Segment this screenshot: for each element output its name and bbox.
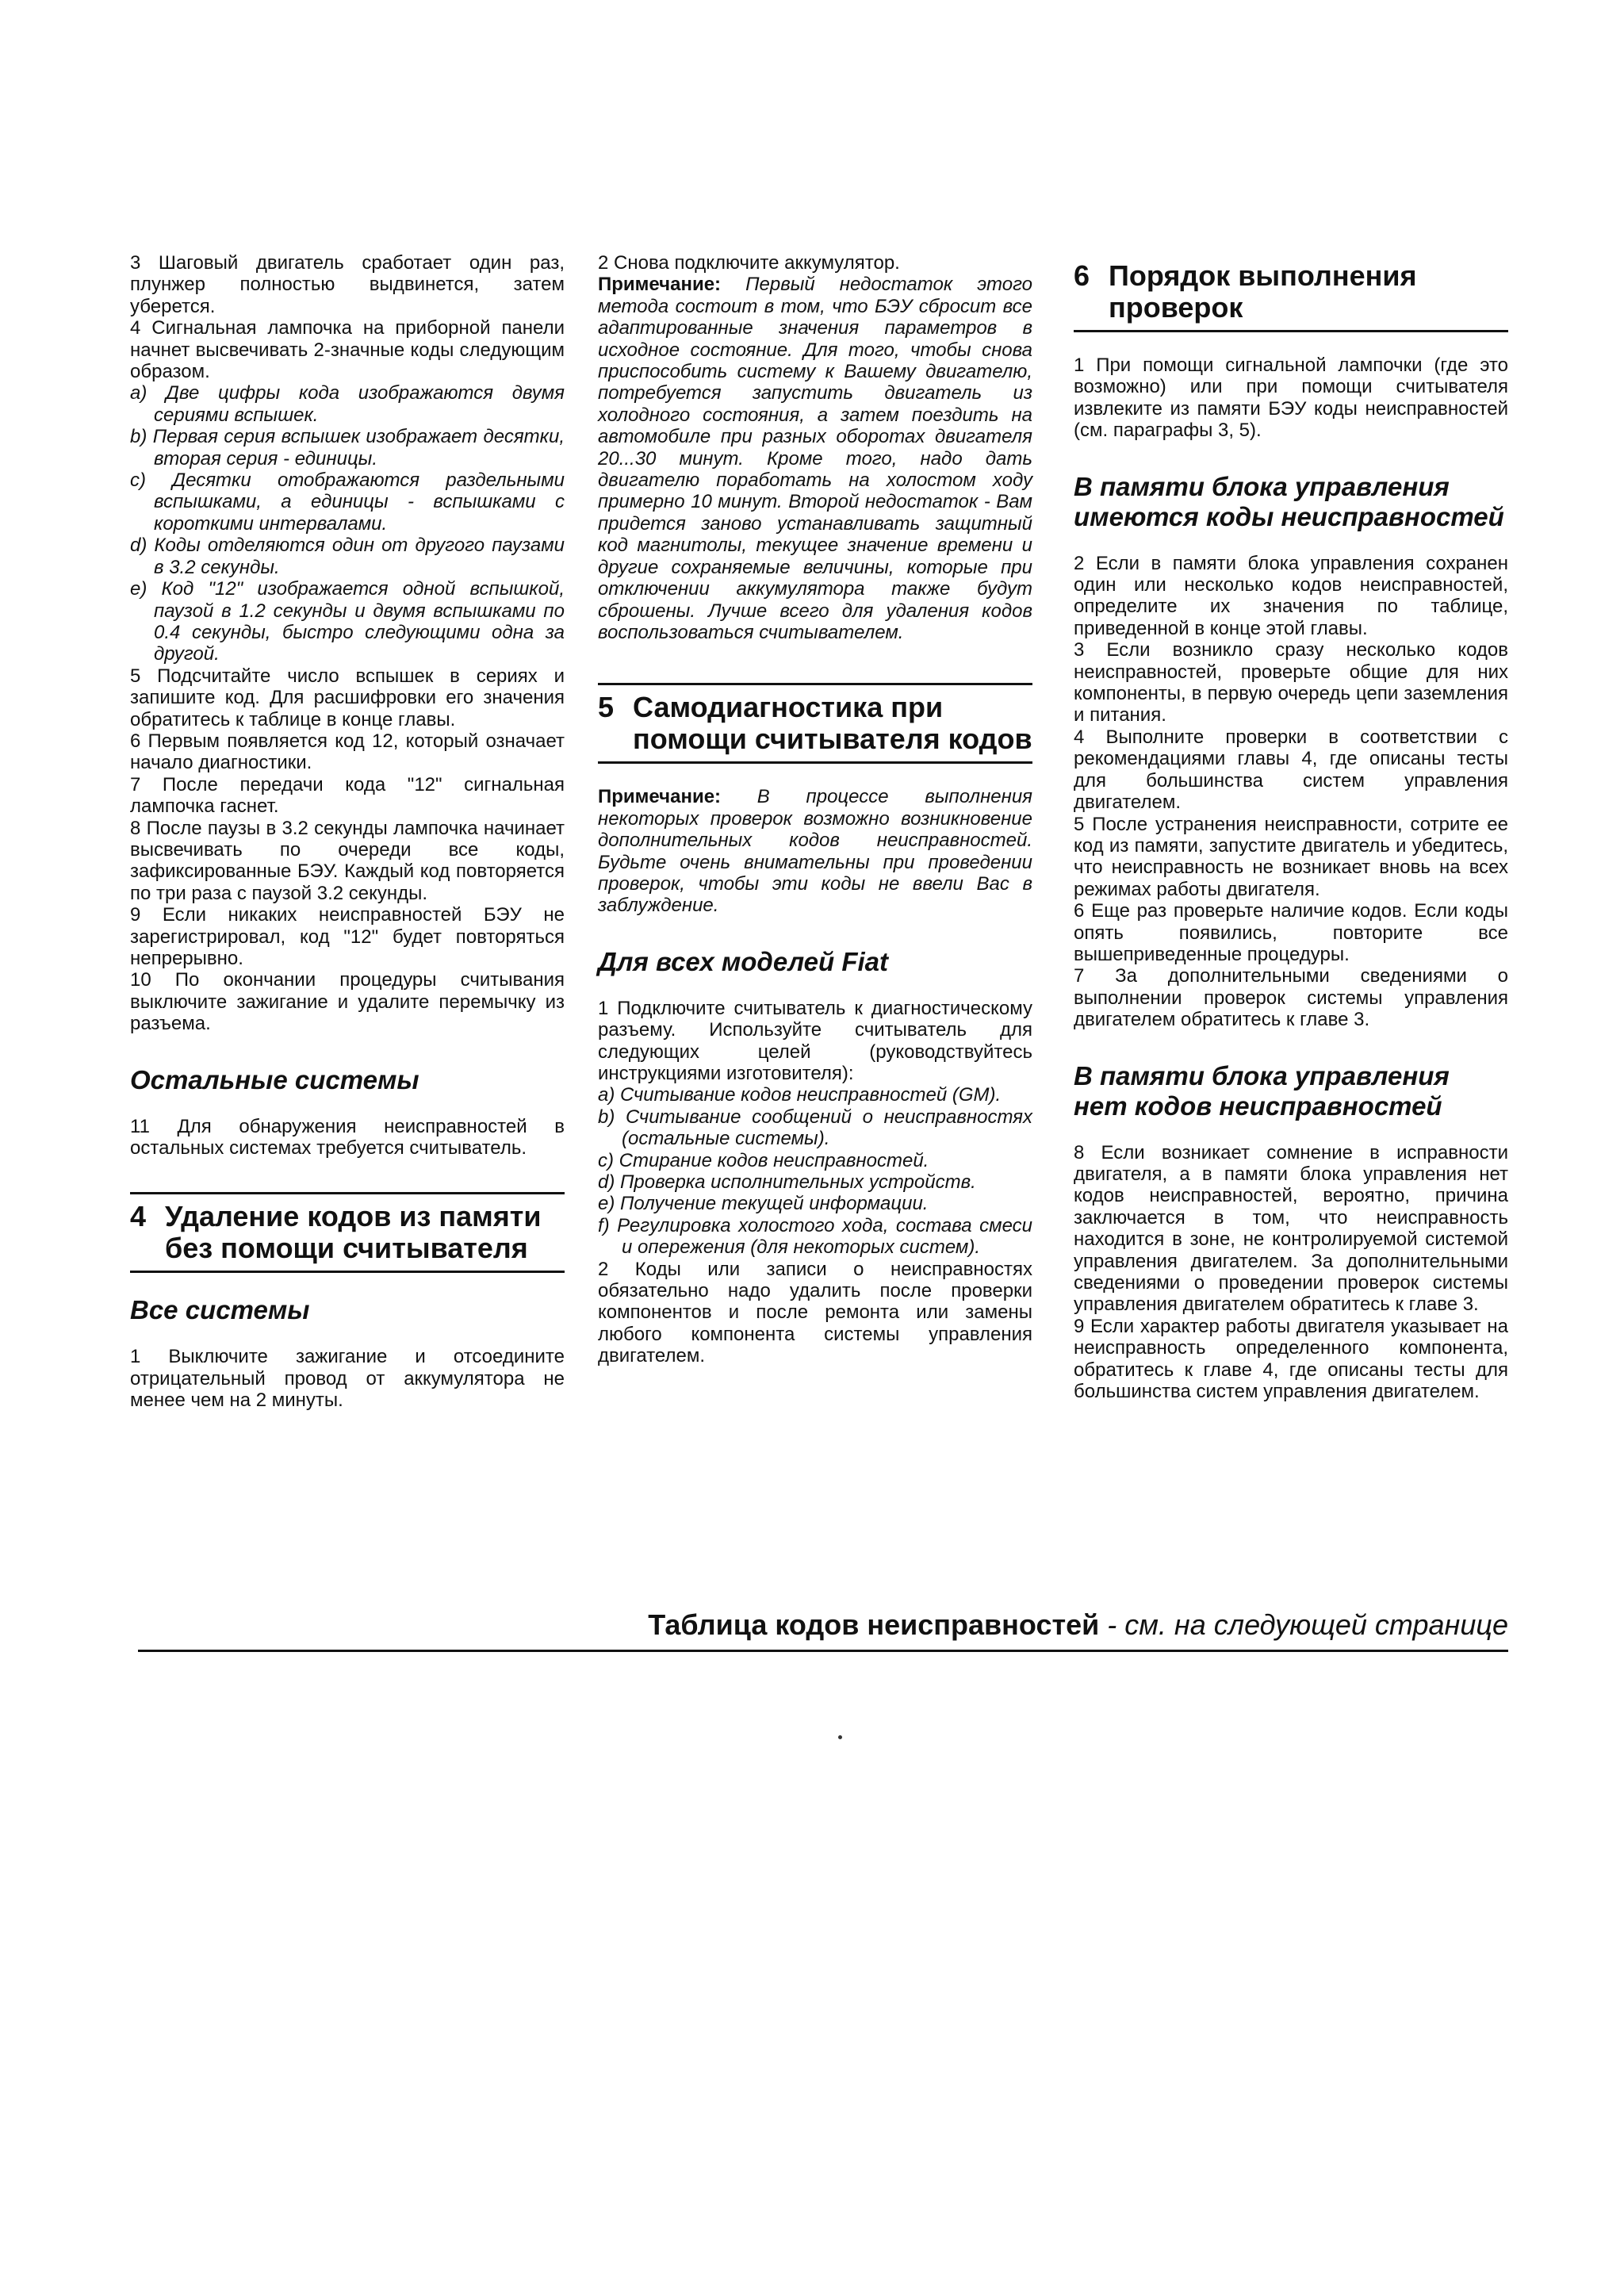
subheading-all-fiat: Для всех моделей Fiat: [598, 946, 889, 976]
column-3: [1074, 252, 1508, 1402]
list-item-d: d) Коды отделяются один от другого паузами в 3.2 секунды.: [130, 535, 565, 578]
paragraph-10: 10 По окончании процедуры считывания выключите зажигание и удалите перемычку из разъема.: [130, 969, 565, 1035]
paragraph-9: 9 Если никаких неисправностей БЭУ не зарегистрировал, код "12" будет повторяться непрерывно.: [130, 904, 565, 969]
list-item-a: a) Считывание кодов неисправностей (GM).: [598, 1084, 1002, 1106]
paragraph-1: 1 Подключите считыватель к диагностическому разъему. Используйте считыватель для следующих целей (руководствуйтесь инструкциями изготовителя):: [598, 997, 1032, 1084]
subheading-other-systems: Остальные системы: [130, 1064, 419, 1094]
note-2: [598, 786, 1032, 916]
paragraph-7: 7 За дополнительными сведениями о выполнении проверок системы управления двигателем обратитесь к главе 3.: [1074, 965, 1508, 1031]
paragraph-2b: 2 Коды или записи о неисправностях обязательно надо удалить после проверки компонентов и после ремонта или замены любого компонента системы управления двигателем.: [598, 1258, 1032, 1367]
section-heading-6: [1074, 260, 1508, 332]
footer-note: [138, 1608, 1508, 1652]
section-heading-4: [130, 1192, 565, 1273]
subheading-no-codes: В памяти блока управления нет кодов неисправностей: [1074, 1060, 1450, 1121]
list-item-c: c) Стирание кодов неисправностей.: [598, 1149, 929, 1171]
paragraph-7: 7 После передачи кода "12" сигнальная лампочка гаснет.: [130, 773, 565, 818]
paragraph-1: 1 При помощи сигнальной лампочки (где это возможно) или при помощи считывателя извлеките из памяти БЭУ коды неисправностей (см. параграфы 3, 5).: [1074, 355, 1508, 442]
paragraph-8: 8 Если возникает сомнение в исправности двигателя, а в памяти блока управления нет кодов неисправностей, вероятно, причина заключается в том, что неисправность находится в зоне, не контролируемой системой управления двигателем. За дополнительными сведениями о проведении проверок системы управления двигателем обратитесь к главе 3.: [1074, 1141, 1508, 1316]
note-label: Примечание:: [598, 786, 722, 808]
list-item-e: e) Получение текущей информации.: [598, 1193, 929, 1215]
paragraph-4: 4 Сигнальная лампочка на приборной панели начнет высвечивать 2-значные коды следующим образом.: [130, 317, 565, 383]
paragraph-5: 5 Подсчитайте число вспышек в сериях и запишите код. Для расшифровки его значения обратитесь к таблице в конце главы.: [130, 665, 565, 730]
paragraph-3: 3 Если возникло сразу несколько кодов неисправностей, проверьте общие для них компоненты, в первую очередь цепи заземления и питания.: [1074, 639, 1508, 726]
footer-italic: - см. на следующей странице: [1099, 1608, 1508, 1641]
paragraph-2: 2 Если в памяти блока управления сохранен один или несколько кодов неисправностей, определите их значения по таблице, приведенной в конце этой главы.: [1074, 552, 1508, 639]
paragraph-5: 5 После устранения неисправности, сотрите ее код из памяти, запустите двигатель и убедитесь, что неисправность не возникает вновь на всех режимах работы двигателя.: [1074, 813, 1508, 900]
paragraph-1: 1 Выключите зажигание и отсоедините отрицательный провод от аккумулятора не менее чем на 2 минуты.: [130, 1346, 565, 1412]
stray-dot: [838, 1735, 842, 1739]
list-item-d: d) Проверка исполнительных устройств.: [598, 1171, 976, 1193]
section-title: Удаление кодов из памяти без помощи считывателя: [165, 1200, 542, 1265]
section-number: 6: [1074, 259, 1090, 292]
section-title: Самодиагностика при помощи считывателя кодов: [633, 691, 1032, 756]
section-number: 4: [130, 1200, 147, 1233]
note-text: Первый недостаток этого метода состоит в том, что БЭУ сбросит все адаптированные значения параметров в исходное состояние. Для того, чтобы снова приспособить систему к Вашему двигателю, потребуется запустить двигатель из холодного состояния, а затем поездить на автомобиле при разных оборотах двигателя 20...30 минут. Кроме того, надо дать двигателю поработать на холостом ходу примерно 10 минут. Второй недостаток - Вам придется заново устанавливать защитный код магнитолы, текущее значение времени и другие сохраняемые величины, которые при отключении аккумулятора также будут сброшены. Лучше всего для удаления кодов воспользоваться считывателем.: [598, 274, 1032, 643]
subheading-all-systems: Все системы: [130, 1295, 310, 1325]
list-item-f: f) Регулировка холостого хода, состава смеси и опережения (для некоторых систем).: [598, 1214, 1032, 1259]
note-1: [598, 274, 1032, 643]
note-text: В процессе выполнения некоторых проверок возможно возникновение дополнительных кодов неисправностей. Будьте очень внимательны при проведении проверок, чтобы эти коды не ввели Вас в заблуждение.: [598, 786, 1032, 917]
section-number: 5: [598, 691, 615, 724]
paragraph-9: 9 Если характер работы двигателя указывает на неисправность определенного компонента, обратитесь к главе 4, где описаны тесты для большинства систем управления двигателем.: [1074, 1315, 1508, 1403]
paragraph-8: 8 После паузы в 3.2 секунды лампочка начинает высвечивать по очереди все коды, зафиксированные БЭУ. Каждый код повторяется по три раза с паузой 3.2 секунды.: [130, 817, 565, 904]
list-item-c: c) Десятки отображаются раздельными вспышками, а единицы - вспышками с короткими интервалами.: [130, 470, 565, 535]
list-item-a: a) Две цифры кода изображаются двумя сериями вспышек.: [130, 382, 565, 426]
paragraph-3: 3 Шаговый двигатель сработает один раз, плунжер полностью выдвинется, затем уберется.: [130, 252, 565, 317]
paragraph-11: 11 Для обнаружения неисправностей в остальных системах требуется считыватель.: [130, 1115, 565, 1159]
section-heading-5: [598, 683, 1032, 764]
paragraph-6: 6 Еще раз проверьте наличие кодов. Если коды опять появились, повторите все вышеприведенные процедуры.: [1074, 900, 1508, 965]
paragraph-2: 2 Снова подключите аккумулятор.: [598, 252, 900, 274]
column-2: [598, 252, 1032, 1367]
footer-bold: Таблица кодов неисправностей: [648, 1608, 1100, 1641]
list-item-b: b) Первая серия вспышек изображает десятки, вторая серия - единицы.: [130, 426, 565, 470]
list-item-e: e) Код "12" изображается одной вспышкой, паузой в 1.2 секунды и двумя вспышками по 0.4 секунды, быстро следующими одна за другой.: [130, 578, 565, 665]
paragraph-4: 4 Выполните проверки в соответствии с рекомендациями главы 4, где описаны тесты для большинства систем управления двигателем.: [1074, 726, 1508, 814]
list-item-b: b) Считывание сообщений о неисправностях (остальные системы).: [598, 1106, 1032, 1150]
note-label: Примечание:: [598, 274, 722, 296]
section-title: Порядок выполнения проверок: [1109, 259, 1417, 324]
paragraph-6: 6 Первым появляется код 12, который означает начало диагностики.: [130, 730, 565, 774]
column-1: [130, 252, 565, 1412]
subheading-codes-present: В памяти блока управления имеются коды неисправностей: [1074, 471, 1504, 531]
